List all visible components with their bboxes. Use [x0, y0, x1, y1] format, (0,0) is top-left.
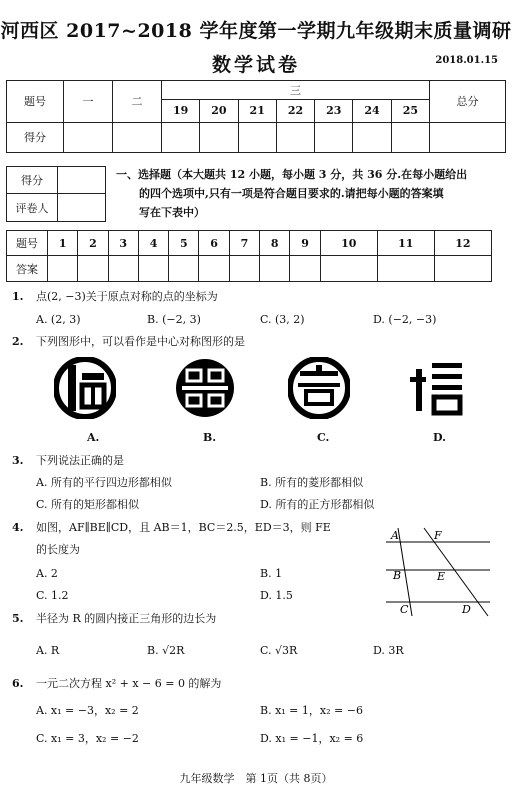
answer-col: 1	[48, 231, 78, 256]
section1-line3: 写在下表中）	[139, 206, 205, 219]
q6-option-d: D. x₁ = −1，x₂ = 6	[260, 732, 364, 745]
emblem-b-glyph: 器	[204, 395, 206, 396]
q6-option-c: C. x₁ = 3，x₂ = −2	[36, 732, 139, 745]
paper-title: 河西区 2017~2018 学年度第一学期九年级期末质量调研	[0, 20, 512, 42]
answer-table-header-row	[7, 231, 492, 256]
q4-number: 4.	[12, 521, 24, 534]
q6-option-a: A. x₁ = −3，x₂ = 2	[36, 704, 139, 717]
q4-label-f: F	[434, 529, 442, 542]
score-table-defen-label: 得分	[7, 122, 64, 152]
emblem-a-glyph: 福	[84, 395, 86, 396]
section1-line2: 的四个选项中,只有一项是符合题目要求的.请把每小题的答案填	[139, 187, 444, 200]
answer-col: 2	[78, 231, 108, 256]
emblem-c-icon	[288, 357, 350, 419]
score-table-subcol: 24	[353, 100, 391, 122]
q6-stem: 一元二次方程 x² + x − 6 = 0 的解为	[36, 677, 222, 690]
q2-option-a: A.	[87, 431, 100, 444]
score-cell	[200, 122, 238, 152]
emblem-d-glyph: 禧	[438, 395, 440, 396]
answer-cell	[199, 256, 229, 282]
score-table-subcol: 25	[391, 100, 429, 122]
score-cell	[430, 122, 506, 152]
answer-table-answer-row	[7, 256, 492, 282]
q6-option-b: B. x₁ = 1，x₂ = −6	[260, 704, 363, 717]
q6-number: 6.	[12, 677, 24, 690]
answer-col: 8	[260, 231, 290, 256]
score-cell	[276, 122, 314, 152]
q5-option-b: B. √2R	[147, 644, 185, 657]
q4-option-a: A. 2	[36, 567, 58, 580]
q3-option-d: D. 所有的正方形都相似	[260, 498, 375, 511]
grader-defen-label: 得分	[7, 167, 58, 194]
exam-date: 2018.01.15	[435, 55, 498, 66]
score-cell	[162, 122, 200, 152]
q5-number: 5.	[12, 612, 24, 625]
q5-option-c: C. √3R	[260, 644, 298, 657]
score-cell	[315, 122, 353, 152]
page-footer: 九年级数学 第 1页（共 8页）	[179, 772, 333, 785]
score-table-subcol: 21	[238, 100, 276, 122]
score-table	[6, 80, 506, 153]
q4-label-c: C	[400, 603, 409, 616]
answer-col: 6	[199, 231, 229, 256]
answer-cell	[434, 256, 491, 282]
answer-col: 3	[108, 231, 138, 256]
score-table-header-tihao: 题号	[7, 81, 64, 123]
q3-option-a: A. 所有的平行四边形都相似	[36, 476, 172, 489]
grader-pingjuan-cell	[58, 194, 106, 222]
q2-stem: 下列图形中，可以看作是中心对称图形的是	[36, 335, 245, 348]
answer-col: 9	[290, 231, 320, 256]
score-table-subcol: 20	[200, 100, 238, 122]
answer-cell	[48, 256, 78, 282]
answer-cell	[290, 256, 320, 282]
answer-col: 11	[377, 231, 434, 256]
emblem-d-icon	[408, 357, 470, 419]
q3-number: 3.	[12, 454, 24, 467]
q2-option-b: B.	[203, 431, 217, 444]
grader-pingjuan-label: 评卷人	[7, 194, 58, 222]
answer-table-daan: 答案	[7, 256, 48, 282]
q4-option-b: B. 1	[260, 567, 283, 580]
q4-option-d: D. 1.5	[260, 589, 293, 602]
q3-stem: 下列说法正确的是	[36, 454, 124, 467]
answer-cell	[108, 256, 138, 282]
answer-col: 10	[320, 231, 377, 256]
score-cell	[113, 122, 162, 152]
q1-number: 1.	[12, 290, 24, 303]
emblem-a-icon	[54, 357, 116, 419]
score-table-subcol: 22	[276, 100, 314, 122]
answer-cell	[78, 256, 108, 282]
answer-col: 5	[169, 231, 199, 256]
answer-cell	[320, 256, 377, 282]
q4-label-d: D	[462, 603, 471, 616]
q3-option-c: C. 所有的矩形都相似	[36, 498, 140, 511]
q4-label-a: A	[391, 529, 399, 542]
q4-stem: 如图，AF∥BE∥CD，且 AB＝1，BC＝2.5，ED＝3，则 FE	[36, 521, 331, 534]
score-table-header-yi: 一	[64, 81, 113, 123]
q1-option-a: A. (2, 3)	[36, 313, 81, 326]
q2-number: 2.	[12, 335, 24, 348]
answer-col: 4	[138, 231, 168, 256]
answer-cell	[138, 256, 168, 282]
answer-cell	[260, 256, 290, 282]
answer-col: 12	[434, 231, 491, 256]
q2-option-d: D.	[433, 431, 446, 444]
q1-option-b: B. (−2, 3)	[147, 313, 201, 326]
q4-label-b: B	[393, 569, 402, 582]
answer-cell	[169, 256, 199, 282]
q4-label-e: E	[437, 570, 446, 583]
answer-table-tihao: 题号	[7, 231, 48, 256]
q1-option-c: C. (3, 2)	[260, 313, 305, 326]
emblem-c-glyph: 寿	[318, 395, 320, 396]
grader-box	[6, 166, 106, 222]
q5-stem: 半径为 R 的圆内接正三角形的边长为	[36, 612, 217, 625]
answer-col: 7	[229, 231, 259, 256]
score-table-header-san: 三	[162, 81, 430, 100]
score-table-header-total: 总分	[430, 81, 506, 123]
score-cell	[391, 122, 429, 152]
score-table-subcol: 23	[315, 100, 353, 122]
score-cell	[64, 122, 113, 152]
q1-option-d: D. (−2, −3)	[373, 313, 437, 326]
answer-cell	[229, 256, 259, 282]
grader-defen-cell	[58, 167, 106, 194]
score-cell	[353, 122, 391, 152]
q4-stem-2: 的长度为	[36, 543, 80, 556]
answer-cell	[377, 256, 434, 282]
q4-option-c: C. 1.2	[36, 589, 69, 602]
answer-table	[6, 230, 492, 282]
score-table-subcol: 19	[162, 100, 200, 122]
emblem-b-icon	[174, 357, 236, 419]
q5-option-a: A. R	[36, 644, 60, 657]
q4-parallel-lines-figure	[380, 524, 494, 620]
score-cell	[238, 122, 276, 152]
q3-option-b: B. 所有的菱形都相似	[260, 476, 364, 489]
q2-option-c: C.	[317, 431, 330, 444]
score-table-defen-row	[7, 122, 506, 152]
q5-option-d: D. 3R	[373, 644, 404, 657]
score-table-header-er: 二	[113, 81, 162, 123]
q1-stem: 点(2, −3)关于原点对称的点的坐标为	[36, 290, 218, 303]
paper-subtitle: 数学试卷	[211, 54, 300, 76]
section1-line1: 一、选择题（本大题共 12 小题，每小题 3 分，共 36 分.在每小题给出	[116, 168, 468, 181]
